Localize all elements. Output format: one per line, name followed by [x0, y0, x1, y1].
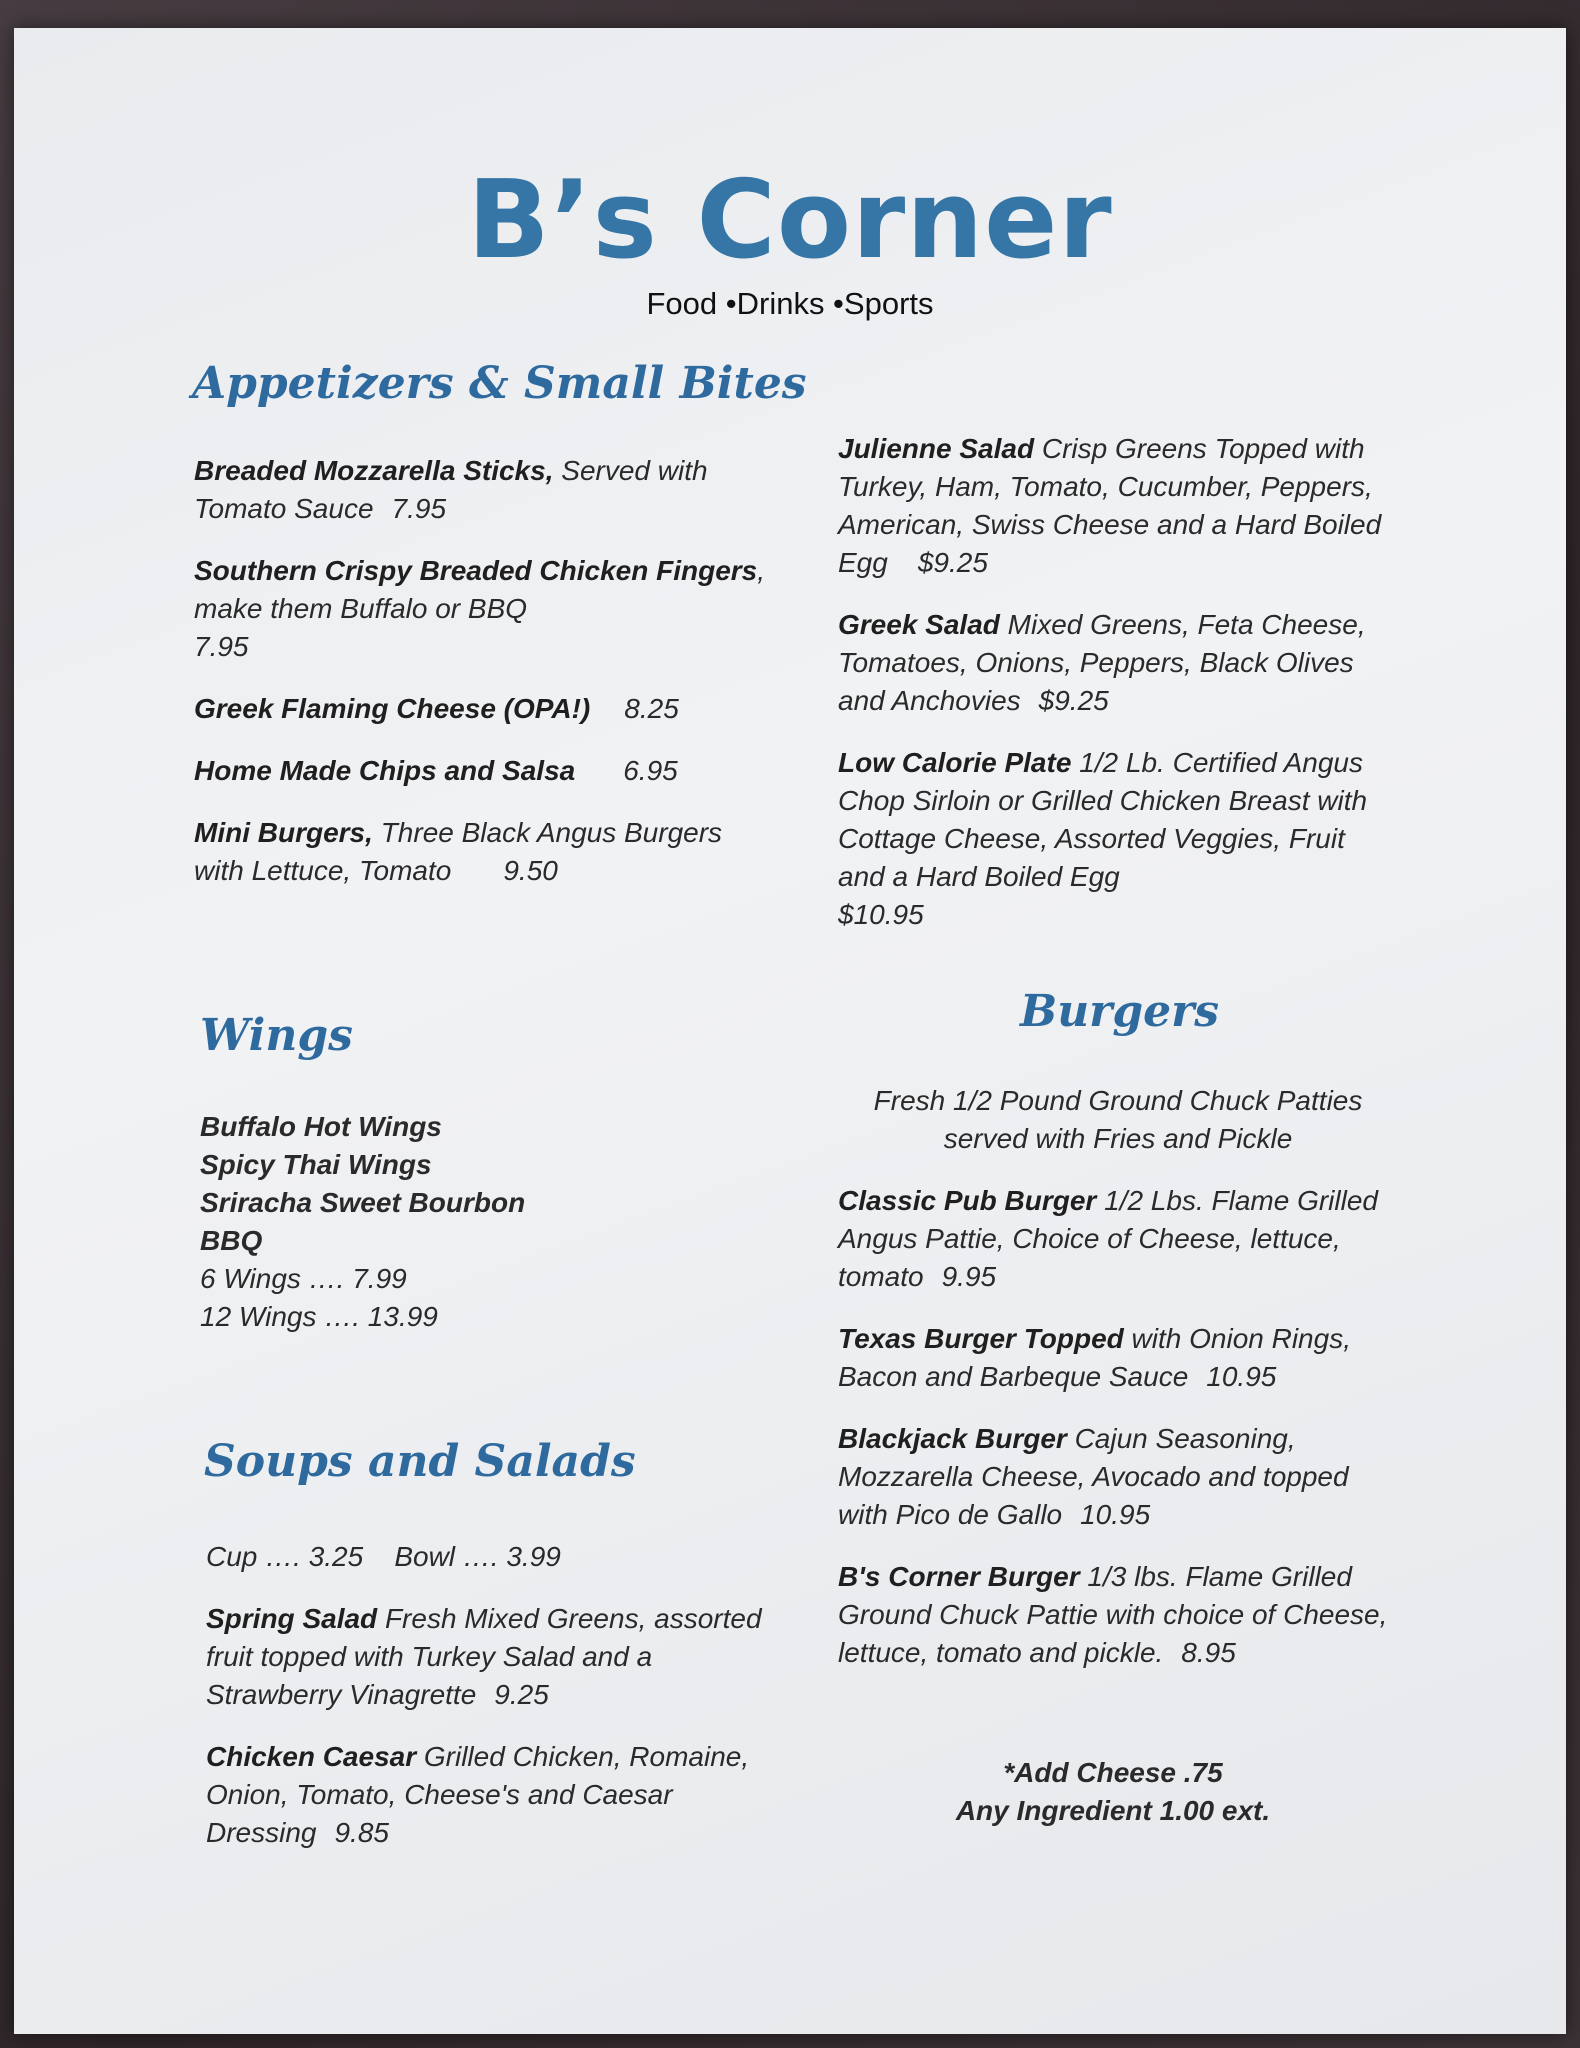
- wings-heading: Wings: [200, 1010, 353, 1061]
- item-name: Classic Pub Burger: [838, 1185, 1097, 1216]
- wing-size-price: 12 Wings …. 13.99: [200, 1301, 438, 1332]
- item-price: 7.95: [194, 631, 249, 662]
- menu-item: [838, 1182, 1388, 1296]
- item-desc: Fresh Mixed Greens, assorted fruit topped with Turkey Salad and a Strawberry Vinagrette: [206, 1603, 762, 1710]
- item-price: $10.95: [838, 899, 924, 930]
- item-name: Greek Salad: [838, 609, 1000, 640]
- appetizers-list: [194, 452, 774, 914]
- item-price: 10.95: [1206, 1361, 1277, 1392]
- burgers-heading: Burgers: [1020, 986, 1220, 1037]
- item-name: Spring Salad: [206, 1603, 378, 1634]
- item-desc: Mixed Greens, Feta Cheese, Tomatoes, Onions, Peppers, Black Olives and Anchovies: [838, 609, 1366, 716]
- item-name: B's Corner Burger: [838, 1561, 1080, 1592]
- item-name: Texas Burger Topped: [838, 1323, 1124, 1354]
- wing-flavor: Sriracha Sweet Bourbon BBQ: [200, 1187, 526, 1256]
- restaurant-title: B’s Corner: [467, 158, 1113, 283]
- menu-item: [194, 452, 774, 528]
- item-price: 10.95: [1080, 1499, 1151, 1530]
- item-name: Chicken Caesar: [206, 1741, 417, 1772]
- menu-item: [206, 1738, 766, 1852]
- cup-bowl-prices: Cup …. 3.25 Bowl …. 3.99: [206, 1541, 561, 1572]
- menu-item: [838, 606, 1388, 720]
- add-cheese-note: *Add Cheese .75: [1003, 1757, 1223, 1788]
- item-price: 8.25: [624, 693, 679, 724]
- item-desc: 1/3 lbs. Flame Grilled Ground Chuck Pattie with choice of Cheese, lettuce, tomato and pickle.: [838, 1561, 1388, 1668]
- item-desc: , make them Buffalo or BBQ: [194, 555, 766, 624]
- menu-item: [194, 752, 774, 790]
- item-desc: Crisp Greens Topped with Turkey, Ham, Tomato, Cucumber, Peppers, American, Swiss Cheese and a Hard Boiled Egg: [838, 433, 1382, 578]
- menu-item: [206, 1600, 766, 1714]
- wing-flavor: Buffalo Hot Wings: [200, 1111, 442, 1142]
- item-desc: Grilled Chicken, Romaine, Onion, Tomato, Cheese's and Caesar Dressing: [206, 1741, 750, 1848]
- wing-flavor: Spicy Thai Wings: [200, 1149, 432, 1180]
- burgers-intro: Fresh 1/2 Pound Ground Chuck Patties served with Fries and Pickle: [873, 1085, 1363, 1154]
- wing-size-price: 6 Wings …. 7.99: [200, 1263, 407, 1294]
- item-name: Blackjack Burger: [838, 1423, 1067, 1454]
- item-price: $9.25: [1038, 685, 1109, 716]
- menu-item: [838, 1420, 1388, 1534]
- soups-list: [206, 1538, 766, 1876]
- item-desc: 1/2 Lb. Certified Angus Chop Sirloin or Grilled Chicken Breast with Cottage Cheese, Assorted Veggies, Fruit and a Hard Boiled Egg: [838, 747, 1368, 892]
- item-price: $9.25: [917, 547, 988, 578]
- item-name: Mini Burgers,: [194, 817, 373, 848]
- item-desc: Cajun Seasoning, Mozzarella Cheese, Avocado and topped with Pico de Gallo: [838, 1423, 1349, 1530]
- item-price: 9.95: [941, 1261, 997, 1292]
- item-name: Greek Flaming Cheese (OPA!): [194, 693, 591, 724]
- item-name: Low Calorie Plate: [838, 747, 1072, 778]
- salads-list: [838, 430, 1388, 958]
- menu-item: [838, 744, 1388, 934]
- item-price: 8.95: [1181, 1637, 1236, 1668]
- item-name: Home Made Chips and Salsa: [194, 755, 576, 786]
- burgers-list: [838, 1082, 1388, 1696]
- appetizers-heading: Appetizers & Small Bites: [192, 358, 807, 409]
- item-name: Southern Crispy Breaded Chicken Fingers: [194, 555, 758, 586]
- menu-item: [838, 1558, 1388, 1672]
- wings-list: [200, 1108, 620, 1336]
- add-ons-note: [838, 1754, 1388, 1830]
- menu-item: [194, 690, 774, 728]
- item-price: 9.25: [494, 1679, 549, 1710]
- menu-item: [838, 430, 1388, 582]
- item-desc: 1/2 Lbs. Flame Grilled Angus Pattie, Choice of Cheese, lettuce, tomato: [838, 1185, 1378, 1292]
- menu-page: [14, 28, 1566, 2034]
- item-name: Breaded Mozzarella Sticks,: [194, 455, 554, 486]
- menu-item: [194, 814, 774, 890]
- menu-item: [838, 1320, 1388, 1396]
- item-price: 9.85: [334, 1817, 389, 1848]
- soups-heading: Soups and Salads: [204, 1436, 636, 1487]
- any-ingredient-note: Any Ingredient 1.00 ext.: [955, 1795, 1271, 1826]
- menu-item: [194, 552, 774, 666]
- item-desc: Served with Tomato Sauce: [194, 455, 708, 524]
- restaurant-tagline: Food •Drinks •Sports: [646, 286, 934, 321]
- item-price: 6.95: [623, 755, 678, 786]
- item-desc: with Onion Rings, Bacon and Barbeque Sauce: [838, 1323, 1351, 1392]
- item-name: Julienne Salad: [838, 433, 1035, 464]
- item-price: 9.50: [503, 855, 558, 886]
- item-desc: Three Black Angus Burgers with Lettuce, Tomato: [194, 817, 723, 886]
- item-price: 7.95: [391, 493, 447, 524]
